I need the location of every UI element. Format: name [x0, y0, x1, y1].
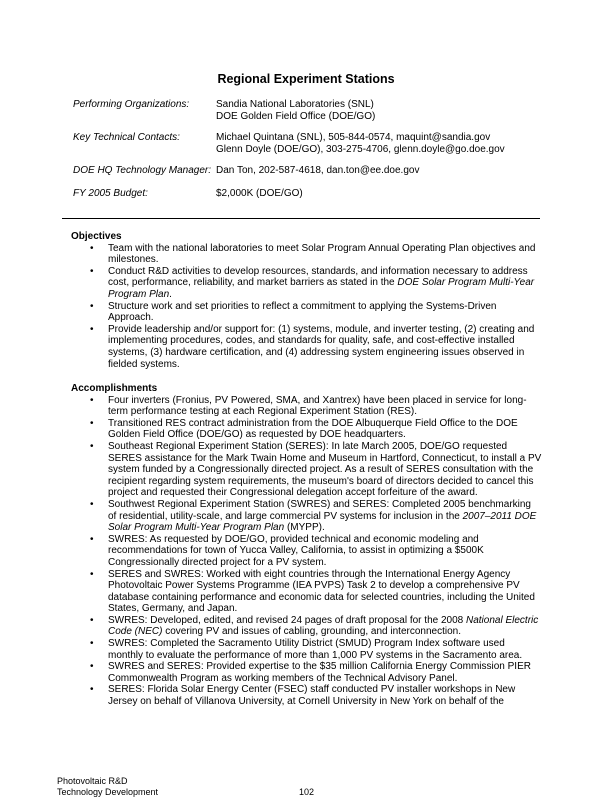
- bullet-icon: •: [90, 300, 94, 312]
- page-number: 102: [299, 787, 315, 797]
- bullet-icon: •: [90, 498, 94, 510]
- list-item: • Four inverters (Fronius, PV Powered, SMA, and Xantrex) have been placed in service for long-term performance testing at each Regional Experiment Station (RES).: [90, 394, 527, 418]
- list-item: • SERES and SWRES: Worked with eight countries through the International Energy Agency Photovoltaic Power Systems Programme (IEA PVPS) Task 2 to develop a comprehensive PV database containing performance and economic data for selected countries, including the United States, Germany, and Japan.: [90, 568, 535, 615]
- list-item: • Southeast Regional Experiment Station (SERES): In late March 2005, DOE/GO requested SERES assistance for the Mark Twain Home and Museum in Hartford, Connecticut, to install a PV system funded by a Congressionally directed project. As a result of SERES consultation with the recipient regarding system requirements, the museum's board of directors decided to cancel this project and requested their Congressional delegation accept forfeiture of the award.: [90, 440, 542, 499]
- contacts-value-1: Michael Quintana (SNL), 505-844-0574, maquint@sandia.gov: [216, 132, 491, 143]
- bullet-icon: •: [90, 568, 94, 580]
- bullet-icon: •: [90, 661, 94, 673]
- performing-label: Performing Organizations:: [73, 99, 190, 110]
- list-item: • Structure work and set priorities to reflect a commitment to applying the Systems-Driven Approach.: [90, 300, 497, 324]
- list-item: • Southwest Regional Experiment Station (SWRES) and SERES: Completed 2005 benchmarking of residential, utility-scale, and large commercial PV systems for inclusion in the 2007–2011 DOE Solar Program Multi-Year Program Plan (MYPP).: [90, 498, 537, 534]
- bullet-icon: •: [90, 684, 94, 696]
- divider: [62, 218, 540, 219]
- bullet-icon: •: [90, 638, 94, 650]
- performing-value-1: Sandia National Laboratories (SNL): [216, 99, 374, 110]
- footer: [57, 776, 158, 798]
- contacts-label: Key Technical Contacts:: [73, 132, 180, 143]
- bullet-icon: •: [90, 440, 94, 452]
- objectives-list: [71, 243, 541, 371]
- list-item: • Conduct R&D activities to develop resources, standards, and information necessary to address cost, performance, reliability, and market barriers as stated in the DOE Solar Program Multi-Year Program Plan.: [90, 265, 535, 300]
- bullet-icon: •: [90, 242, 94, 254]
- list-item: • SWRES: Developed, edited, and revised 24 pages of draft proposal for the 2008 National Electric Code (NEC) covering PV and issues of cabling, grounding, and interconnection.: [90, 614, 539, 638]
- list-item: • SWRES: As requested by DOE/GO, provided technical and economic modeling and recommendations for town of Yucca Valley, California, to assist in optimizing a $500K Congressionally directed project for a PV system.: [90, 533, 484, 568]
- list-item: • SWRES: Completed the Sacramento Utility District (SMUD) Program Index software used monthly to evaluate the performance of more than 1,000 PV systems in the Sacramento area.: [90, 638, 523, 661]
- list-item: • SWRES and SERES: Provided expertise to the $35 million California Energy Commission PIER Commonwealth Program as working members of the Technical Advisory Panel.: [90, 661, 531, 684]
- bullet-icon: •: [90, 394, 94, 406]
- footer-line-2: Technology Development: [57, 787, 159, 797]
- objectives-section: [71, 231, 541, 370]
- footer-line-1: Photovoltaic R&D: [57, 776, 128, 786]
- contacts-value-2: Glenn Doyle (DOE/GO), 303-275-4706, glenn.doyle@go.doe.gov: [216, 143, 505, 155]
- bullet-icon: •: [90, 614, 94, 626]
- objectives-heading: Objectives: [71, 231, 122, 242]
- list-item: • Team with the national laboratories to meet Solar Program Annual Operating Plan objectives and milestones.: [90, 242, 536, 266]
- bullet-icon: •: [90, 323, 94, 335]
- budget-value: $2,000K (DOE/GO): [216, 188, 303, 199]
- bullet-icon: •: [90, 417, 94, 429]
- bullet-icon: •: [90, 533, 94, 545]
- page-title: Regional Experiment Stations: [217, 72, 395, 86]
- accomplishments-list: [71, 395, 541, 708]
- performing-value-2: DOE Golden Field Office (DOE/GO): [216, 110, 376, 122]
- bullet-icon: •: [90, 265, 94, 277]
- accomplishments-heading: Accomplishments: [71, 383, 158, 394]
- list-item: • Transitioned RES contract administration from the DOE Albuquerque Field Office to the DOE Golden Field Office (DOE/GO) as requested by DOE headquarters.: [90, 417, 518, 441]
- manager-value: Dan Ton, 202-587-4618, dan.ton@ee.doe.gov: [216, 165, 420, 176]
- budget-label: FY 2005 Budget:: [73, 188, 148, 199]
- accomplishments-section: [71, 383, 541, 708]
- list-item: • Provide leadership and/or support for: (1) systems, module, and inverter testing, (2) creating and implementing procedures, codes, and standards for quality, safe, and cost-effective installed systems, (3) hardware certification, and (4) addressing system engineering issues observed in fielded systems.: [90, 323, 535, 370]
- list-item: • SERES: Florida Solar Energy Center (FSEC) staff conducted PV installer workshops in New Jersey on behalf of Villanova University, at Cornell University in New York on behalf of the: [90, 684, 516, 708]
- manager-label: DOE HQ Technology Manager:: [73, 165, 212, 176]
